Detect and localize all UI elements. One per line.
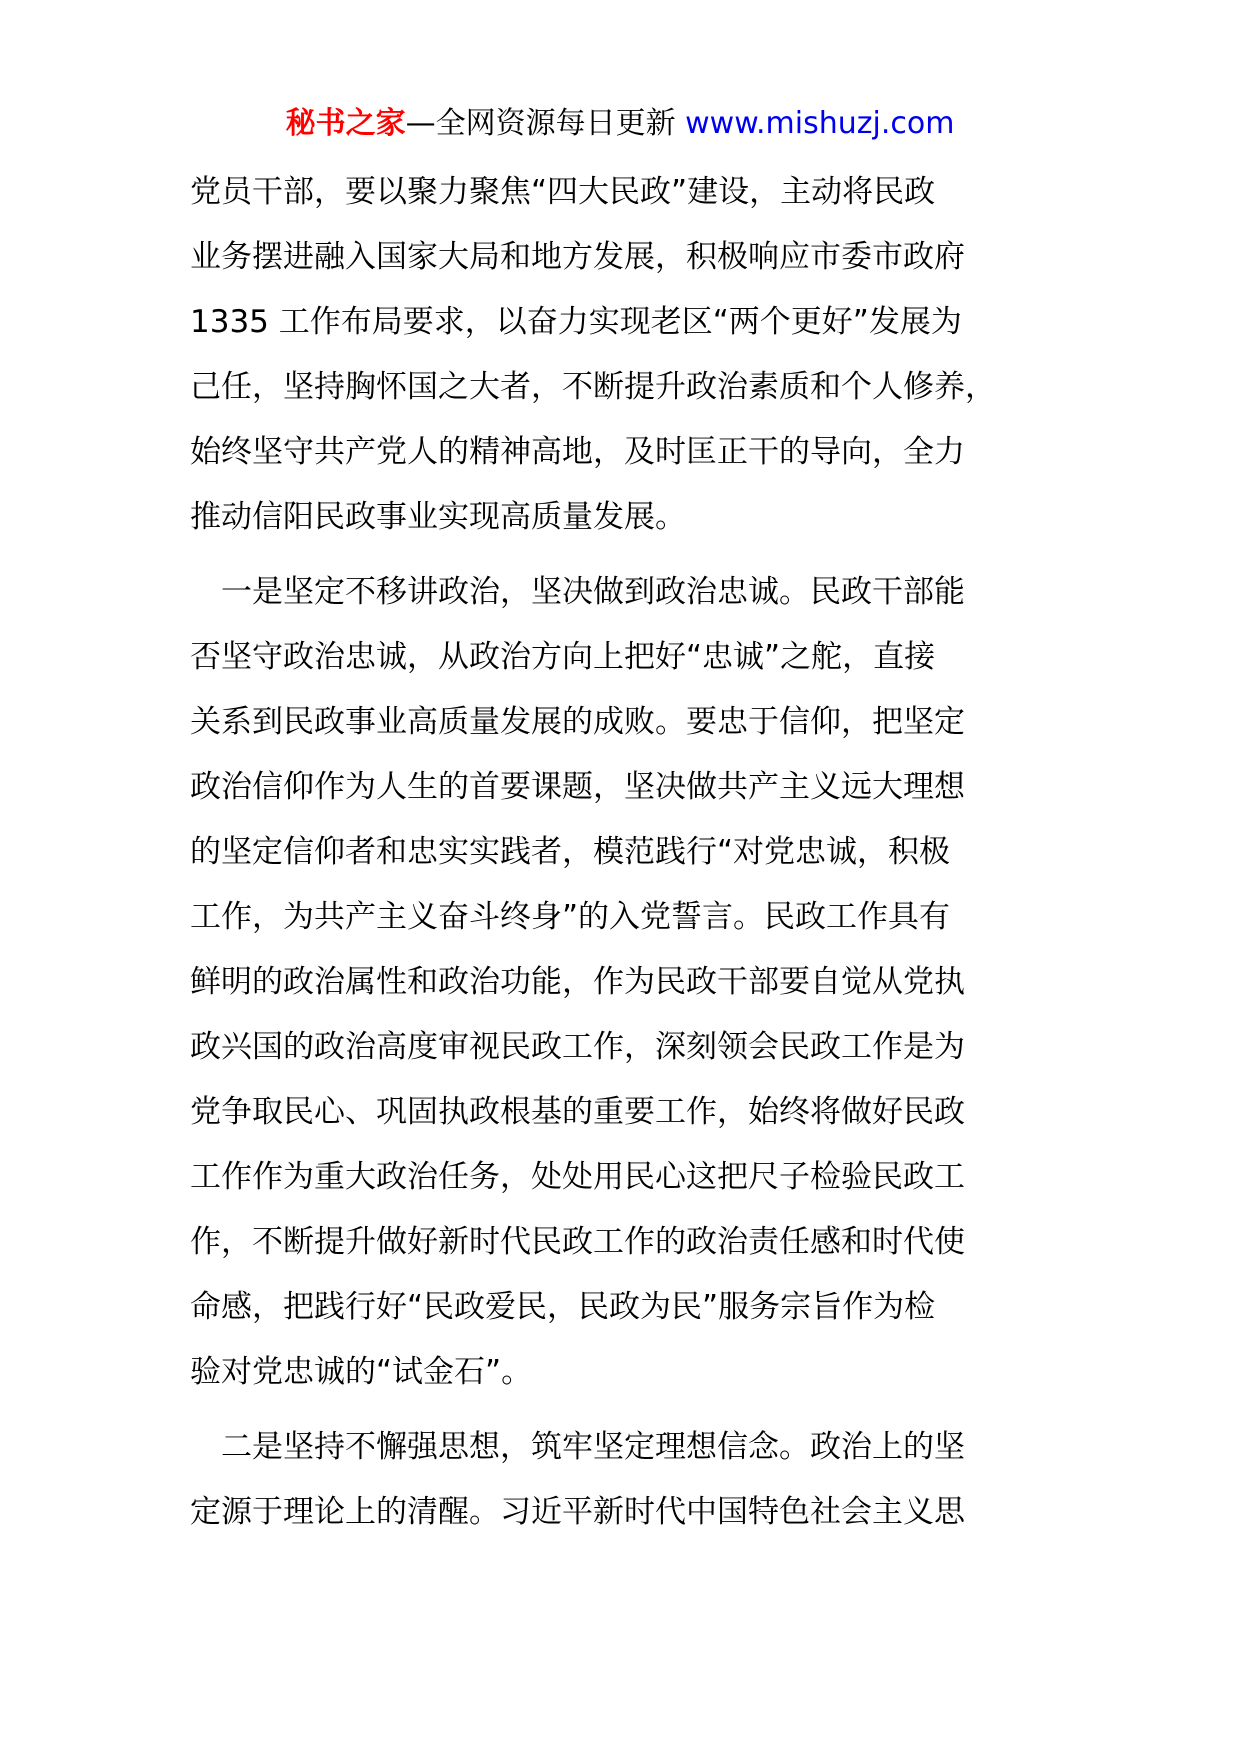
brand-name: 秘书之家 xyxy=(285,106,406,141)
text-line: 政兴国的政治高度审视民政工作，深刻领会民政工作是为 xyxy=(190,1029,965,1065)
document-body xyxy=(190,160,1070,1555)
text-line: 关系到民政事业高质量发展的成败。要忠于信仰，把坚定 xyxy=(190,704,965,740)
text-line: 己任，坚持胸怀国之大者，不断提升政治素质和个人修养， xyxy=(190,369,996,405)
text-line: 工作作为重大政治任务，处处用民心这把尺子检验民政工 xyxy=(190,1159,965,1195)
text-line: 始终坚守共产党人的精神高地，及时匡正干的导向，全力 xyxy=(190,434,965,470)
text-line: 定源于理论上的清醒。习近平新时代中国特色社会主义思 xyxy=(190,1494,965,1530)
text-line: 工作，为共产主义奋斗终身”的入党誓言。民政工作具有 xyxy=(190,899,951,935)
text-line: 二是坚持不懈强思想，筑牢坚定理想信念。政治上的坚 xyxy=(190,1429,965,1465)
paragraph xyxy=(190,160,1070,550)
text-line: 的坚定信仰者和忠实实践者，模范践行“对党忠诚，积极 xyxy=(190,834,951,870)
watermark-header xyxy=(0,104,1240,144)
text-line: 业务摆进融入国家大局和地方发展，积极响应市委市政府 xyxy=(190,239,965,275)
site-url-link[interactable]: www.mishuzj.com xyxy=(685,106,955,141)
text-line: 验对党忠诚的“试金石”。 xyxy=(190,1354,533,1390)
text-line: 1335 工作布局要求，以奋力实现老区“两个更好”发展为 xyxy=(190,304,962,340)
text-line: 一是坚定不移讲政治，坚决做到政治忠诚。民政干部能 xyxy=(190,574,965,610)
paragraph xyxy=(190,560,1070,1405)
header-tagline: —全网资源每日更新 xyxy=(405,106,686,141)
paragraph xyxy=(190,1415,1070,1545)
text-line: 党争取民心、巩固执政根基的重要工作，始终将做好民政 xyxy=(190,1094,965,1130)
text-line: 政治信仰作为人生的首要课题，坚决做共产主义远大理想 xyxy=(190,769,965,805)
text-line: 推动信阳民政事业实现高质量发展。 xyxy=(190,499,686,535)
text-line: 命感，把践行好“民政爱民，民政为民”服务宗旨作为检 xyxy=(190,1289,936,1325)
text-line: 否坚守政治忠诚，从政治方向上把好“忠诚”之舵，直接 xyxy=(190,639,936,675)
text-line: 作，不断提升做好新时代民政工作的政治责任感和时代使 xyxy=(190,1224,965,1260)
text-line: 党员干部，要以聚力聚焦“四大民政”建设，主动将民政 xyxy=(190,174,936,210)
text-line: 鲜明的政治属性和政治功能，作为民政干部要自觉从党执 xyxy=(190,964,965,1000)
